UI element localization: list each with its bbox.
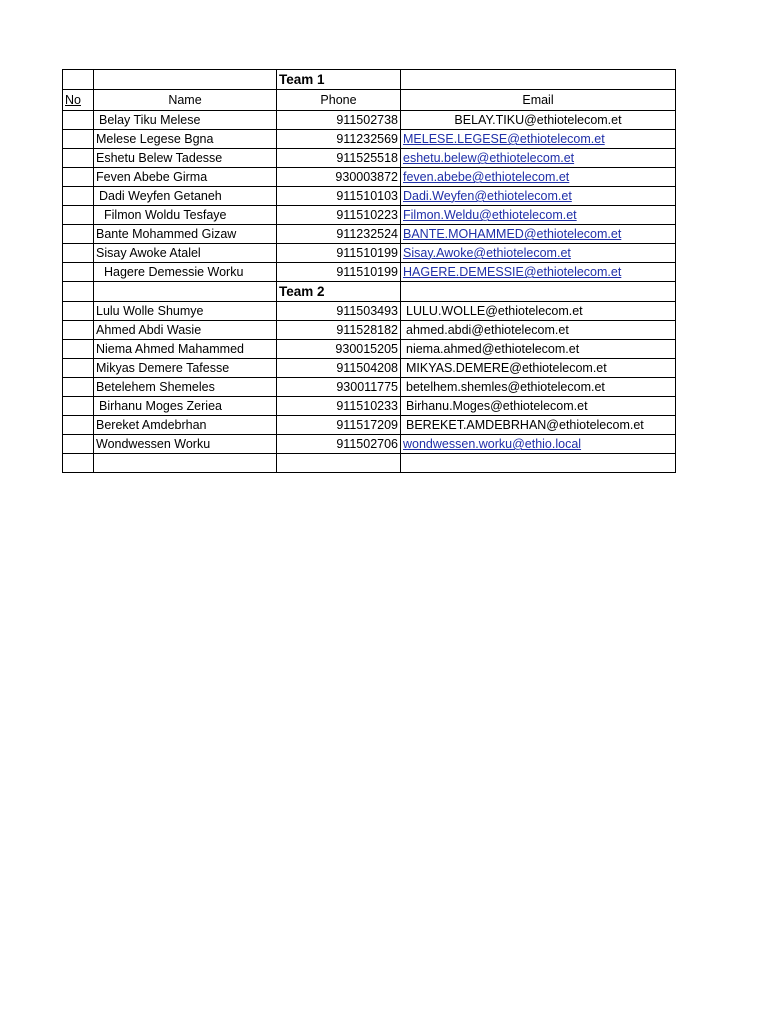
email-cell[interactable] bbox=[401, 130, 676, 149]
phone-cell[interactable]: 911502738 bbox=[277, 111, 401, 130]
email-text: BELAY.TIKU@ethiotelecom.et bbox=[454, 113, 622, 127]
email-cell[interactable] bbox=[401, 263, 676, 282]
email-text: Birhanu.Moges@ethiotelecom.et bbox=[406, 399, 588, 413]
table-row bbox=[63, 397, 676, 416]
name-cell[interactable]: Hagere Demessie Worku bbox=[94, 263, 277, 282]
name-cell[interactable]: Eshetu Belew Tadesse bbox=[94, 149, 277, 168]
row-number-cell[interactable] bbox=[63, 378, 94, 397]
phone-cell[interactable]: 911517209 bbox=[277, 416, 401, 435]
table-row bbox=[63, 416, 676, 435]
email-text: MIKYAS.DEMERE@ethiotelecom.et bbox=[406, 361, 607, 375]
email-cell[interactable] bbox=[401, 416, 676, 435]
row-number-cell[interactable] bbox=[63, 187, 94, 206]
email-cell[interactable] bbox=[401, 321, 676, 340]
blank-row bbox=[63, 454, 676, 473]
row-number-cell[interactable] bbox=[63, 435, 94, 454]
empty-cell[interactable] bbox=[63, 70, 94, 90]
email-cell[interactable] bbox=[401, 302, 676, 321]
team2-rows bbox=[63, 302, 676, 454]
row-number-cell[interactable] bbox=[63, 340, 94, 359]
email-cell[interactable] bbox=[401, 111, 676, 130]
phone-cell[interactable]: 930003872 bbox=[277, 168, 401, 187]
header-phone[interactable]: Phone bbox=[277, 90, 401, 111]
phone-cell[interactable]: 911232524 bbox=[277, 225, 401, 244]
phone-cell[interactable]: 911528182 bbox=[277, 321, 401, 340]
email-cell[interactable] bbox=[401, 149, 676, 168]
table-row bbox=[63, 435, 676, 454]
name-cell[interactable]: Lulu Wolle Shumye bbox=[94, 302, 277, 321]
phone-cell[interactable]: 911510223 bbox=[277, 206, 401, 225]
table-row bbox=[63, 149, 676, 168]
row-number-cell[interactable] bbox=[63, 130, 94, 149]
email-text: BEREKET.AMDEBRHAN@ethiotelecom.et bbox=[406, 418, 644, 432]
name-cell[interactable]: Ahmed Abdi Wasie bbox=[94, 321, 277, 340]
row-number-cell[interactable] bbox=[63, 206, 94, 225]
email-cell[interactable] bbox=[401, 340, 676, 359]
row-number-cell[interactable] bbox=[63, 359, 94, 378]
empty-cell[interactable] bbox=[401, 70, 676, 90]
email-text: niema.ahmed@ethiotelecom.et bbox=[406, 342, 580, 356]
header-name[interactable]: Name bbox=[94, 90, 277, 111]
row-number-cell[interactable] bbox=[63, 225, 94, 244]
email-cell[interactable] bbox=[401, 359, 676, 378]
name-cell[interactable]: Birhanu Moges Zeriea bbox=[94, 397, 277, 416]
email-cell[interactable] bbox=[401, 225, 676, 244]
email-link[interactable]: wondwessen.worku@ethio.local bbox=[403, 437, 582, 451]
table-row bbox=[63, 263, 676, 282]
header-email[interactable]: Email bbox=[401, 90, 676, 111]
email-cell[interactable] bbox=[401, 378, 676, 397]
email-cell[interactable] bbox=[401, 435, 676, 454]
empty-cell[interactable] bbox=[63, 282, 94, 302]
empty-cell[interactable] bbox=[63, 454, 94, 473]
email-text: ahmed.abdi@ethiotelecom.et bbox=[406, 323, 569, 337]
row-number-cell[interactable] bbox=[63, 416, 94, 435]
table-row bbox=[63, 321, 676, 340]
phone-cell[interactable]: 911510199 bbox=[277, 244, 401, 263]
email-link[interactable]: feven.abebe@ethiotelecom.et bbox=[403, 170, 570, 184]
phone-cell[interactable]: 911510199 bbox=[277, 263, 401, 282]
name-cell[interactable]: Mikyas Demere Tafesse bbox=[94, 359, 277, 378]
name-cell[interactable]: Filmon Woldu Tesfaye bbox=[94, 206, 277, 225]
empty-cell[interactable] bbox=[401, 282, 676, 302]
contact-table bbox=[62, 69, 676, 473]
name-cell[interactable]: Wondwessen Worku bbox=[94, 435, 277, 454]
email-text: betelhem.shemles@ethiotelecom.et bbox=[406, 380, 605, 394]
email-cell[interactable] bbox=[401, 244, 676, 263]
table-row bbox=[63, 359, 676, 378]
phone-cell[interactable]: 911525518 bbox=[277, 149, 401, 168]
email-text: LULU.WOLLE@ethiotelecom.et bbox=[406, 304, 583, 318]
table-row bbox=[63, 111, 676, 130]
table-row bbox=[63, 378, 676, 397]
phone-cell[interactable]: 930015205 bbox=[277, 340, 401, 359]
email-link[interactable]: Filmon.Weldu@ethiotelecom.et bbox=[403, 208, 577, 222]
table-row bbox=[63, 340, 676, 359]
name-cell[interactable]: Belay Tiku Melese bbox=[94, 111, 277, 130]
row-number-cell[interactable] bbox=[63, 111, 94, 130]
empty-cell[interactable] bbox=[401, 454, 676, 473]
name-cell[interactable]: Melese Legese Bgna bbox=[94, 130, 277, 149]
row-number-cell[interactable] bbox=[63, 149, 94, 168]
email-cell[interactable] bbox=[401, 168, 676, 187]
name-cell[interactable]: Dadi Weyfen Getaneh bbox=[94, 187, 277, 206]
email-link[interactable]: BANTE.MOHAMMED@ethiotelecom.et bbox=[403, 227, 622, 241]
row-number-cell[interactable] bbox=[63, 168, 94, 187]
empty-cell[interactable] bbox=[94, 282, 277, 302]
name-cell[interactable]: Niema Ahmed Mahammed bbox=[94, 340, 277, 359]
table-row bbox=[63, 168, 676, 187]
table-row bbox=[63, 302, 676, 321]
phone-cell[interactable]: 930011775 bbox=[277, 378, 401, 397]
name-cell[interactable]: Bereket Amdebrhan bbox=[94, 416, 277, 435]
header-row bbox=[63, 90, 676, 111]
phone-cell[interactable]: 911503493 bbox=[277, 302, 401, 321]
row-number-cell[interactable] bbox=[63, 321, 94, 340]
name-cell[interactable]: Betelehem Shemeles bbox=[94, 378, 277, 397]
team1-title[interactable]: Team 1 bbox=[277, 70, 401, 90]
table-row bbox=[63, 130, 676, 149]
phone-cell[interactable]: 911510233 bbox=[277, 397, 401, 416]
email-link[interactable]: HAGERE.DEMESSIE@ethiotelecom.et bbox=[403, 265, 622, 279]
header-no[interactable]: No bbox=[63, 90, 94, 111]
phone-cell[interactable]: 911232569 bbox=[277, 130, 401, 149]
row-number-cell[interactable] bbox=[63, 397, 94, 416]
table-row bbox=[63, 225, 676, 244]
table-row bbox=[63, 187, 676, 206]
empty-cell[interactable] bbox=[277, 454, 401, 473]
table-row bbox=[63, 244, 676, 263]
email-cell[interactable] bbox=[401, 206, 676, 225]
team1-title-row bbox=[63, 70, 676, 90]
empty-cell[interactable] bbox=[94, 454, 277, 473]
row-number-cell[interactable] bbox=[63, 244, 94, 263]
phone-cell[interactable]: 911510103 bbox=[277, 187, 401, 206]
email-cell[interactable] bbox=[401, 397, 676, 416]
name-cell[interactable]: Bante Mohammed Gizaw bbox=[94, 225, 277, 244]
name-cell[interactable]: Sisay Awoke Atalel bbox=[94, 244, 277, 263]
empty-cell[interactable] bbox=[94, 70, 277, 90]
email-link[interactable]: MELESE.LEGESE@ethiotelecom.et bbox=[403, 132, 605, 146]
table-row bbox=[63, 206, 676, 225]
row-number-cell[interactable] bbox=[63, 263, 94, 282]
phone-cell[interactable]: 911504208 bbox=[277, 359, 401, 378]
email-link[interactable]: Dadi.Weyfen@ethiotelecom.et bbox=[403, 189, 572, 203]
email-link[interactable]: eshetu.belew@ethiotelecom.et bbox=[403, 151, 575, 165]
team1-rows bbox=[63, 111, 676, 282]
team2-title[interactable]: Team 2 bbox=[277, 282, 401, 302]
team2-title-row bbox=[63, 282, 676, 302]
email-link[interactable]: Sisay.Awoke@ethiotelecom.et bbox=[403, 246, 571, 260]
name-cell[interactable]: Feven Abebe Girma bbox=[94, 168, 277, 187]
row-number-cell[interactable] bbox=[63, 302, 94, 321]
email-cell[interactable] bbox=[401, 187, 676, 206]
phone-cell[interactable]: 911502706 bbox=[277, 435, 401, 454]
